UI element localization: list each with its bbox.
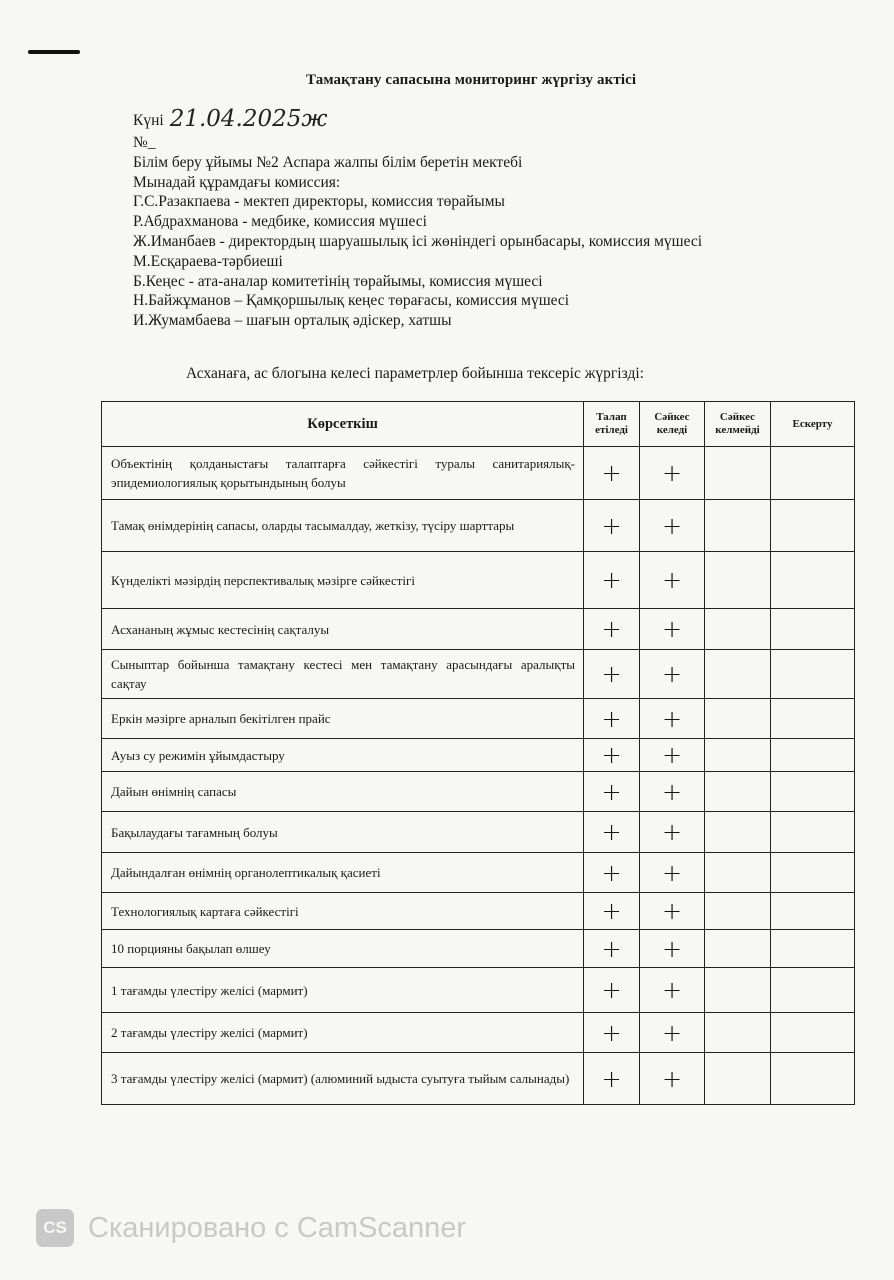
compliant-mark: + [640, 772, 705, 812]
commission-info [133, 133, 702, 331]
noncompliant-cell [705, 1013, 771, 1053]
required-mark: + [584, 893, 640, 930]
info-line: Мынадай құрамдағы комиссия: [133, 173, 341, 191]
header-noncompliant: Сәйкес келмейді [705, 402, 771, 447]
compliant-mark: + [640, 739, 705, 772]
table-header-row [102, 402, 855, 447]
info-line: Р.Абдрахманова - медбике, комиссия мүшесі [133, 213, 427, 231]
indicator-cell: Сыныптар бойынша тамақтану кестесі мен тамақтану арасындағы аралықты сақтау [102, 650, 584, 699]
required-mark: + [584, 1013, 640, 1053]
table-row [102, 500, 855, 552]
header-compliant: Сәйкес келеді [640, 402, 705, 447]
compliant-mark: + [640, 447, 705, 500]
indicator-cell: Дайындалған өнімнің органолептикалық қасиеті [102, 853, 584, 893]
required-mark: + [584, 552, 640, 609]
note-cell [771, 500, 855, 552]
required-mark: + [584, 812, 640, 853]
required-mark: + [584, 699, 640, 739]
compliant-mark: + [640, 893, 705, 930]
required-mark: + [584, 650, 640, 699]
noncompliant-cell [705, 650, 771, 699]
indicator-cell: Күнделікті мәзірдің перспективалық мәзірге сәйкестігі [102, 552, 584, 609]
table-row [102, 609, 855, 650]
indicator-cell: Ауыз су режимін ұйымдастыру [102, 739, 584, 772]
noncompliant-cell [705, 893, 771, 930]
note-cell [771, 699, 855, 739]
table-row [102, 699, 855, 739]
indicator-cell: Технологиялық картаға сәйкестігі [102, 893, 584, 930]
indicator-cell: 1 тағамды үлестіру желісі (мармит) [102, 968, 584, 1013]
required-mark: + [584, 739, 640, 772]
note-cell [771, 968, 855, 1013]
noncompliant-cell [705, 739, 771, 772]
table-row [102, 1053, 855, 1105]
required-mark: + [584, 609, 640, 650]
indicator-cell: Дайын өнімнің сапасы [102, 772, 584, 812]
table-row [102, 853, 855, 893]
table-row [102, 812, 855, 853]
required-mark: + [584, 447, 640, 500]
corner-pen-mark [28, 50, 80, 54]
table-row [102, 447, 855, 500]
camscanner-logo: CS [36, 1209, 74, 1247]
inspection-table [101, 401, 855, 1105]
compliant-mark: + [640, 609, 705, 650]
compliant-mark: + [640, 1013, 705, 1053]
table-row [102, 968, 855, 1013]
date-label: Күні [133, 112, 164, 129]
note-cell [771, 1013, 855, 1053]
table-row [102, 930, 855, 968]
noncompliant-cell [705, 930, 771, 968]
compliant-mark: + [640, 930, 705, 968]
required-mark: + [584, 772, 640, 812]
compliant-mark: + [640, 650, 705, 699]
table-row [102, 650, 855, 699]
number-label: №_ [133, 134, 156, 151]
compliant-mark: + [640, 812, 705, 853]
info-line: Б.Кеңес - ата-аналар комитетінің төрайымы, комиссия мүшесі [133, 272, 543, 290]
table-row [102, 772, 855, 812]
info-line: Г.С.Разакпаева - мектеп директоры, комиссия төрайымы [133, 193, 505, 211]
camscanner-watermark [36, 1209, 466, 1247]
noncompliant-cell [705, 968, 771, 1013]
noncompliant-cell [705, 699, 771, 739]
indicator-cell: 3 тағамды үлестіру желісі (мармит) (алюминий ыдыста суытуға тыйым салынады) [102, 1053, 584, 1105]
required-mark: + [584, 1053, 640, 1105]
required-mark: + [584, 500, 640, 552]
info-line: М.Есқараева-тәрбиеші [133, 252, 283, 270]
noncompliant-cell [705, 1053, 771, 1105]
document-title: Тамақтану сапасына мониторинг жүргізу актісі [306, 72, 637, 88]
note-cell [771, 893, 855, 930]
noncompliant-cell [705, 552, 771, 609]
noncompliant-cell [705, 772, 771, 812]
indicator-cell: Еркін мәзірге арналып бекітілген прайс [102, 699, 584, 739]
inspection-subtitle: Асханаға, ас блогына келесі параметрлер бойынша тексеріс жүргізді: [186, 365, 644, 382]
header-indicator: Көрсеткіш [102, 402, 584, 447]
note-cell [771, 447, 855, 500]
note-cell [771, 930, 855, 968]
note-cell [771, 739, 855, 772]
header-required: Талап етіледі [584, 402, 640, 447]
compliant-mark: + [640, 699, 705, 739]
indicator-cell: Объектінің қолданыстағы талаптарға сәйкестігі туралы санитариялық-эпидемиологиялық қорытындының болуы [102, 447, 584, 500]
note-cell [771, 853, 855, 893]
noncompliant-cell [705, 812, 771, 853]
noncompliant-cell [705, 853, 771, 893]
note-cell [771, 812, 855, 853]
compliant-mark: + [640, 552, 705, 609]
note-cell [771, 772, 855, 812]
indicator-cell: Асхананың жұмыс кестесінің сақталуы [102, 609, 584, 650]
indicator-cell: Тамақ өнімдерінің сапасы, оларды тасымалдау, жеткізу, түсіру шарттары [102, 500, 584, 552]
noncompliant-cell [705, 609, 771, 650]
table-row [102, 739, 855, 772]
noncompliant-cell [705, 447, 771, 500]
compliant-mark: + [640, 968, 705, 1013]
date-row [133, 108, 328, 130]
required-mark: + [584, 853, 640, 893]
info-line: Білім беру ұйымы №2 Аспара жалпы білім беретін мектебі [133, 153, 523, 171]
note-cell [771, 552, 855, 609]
header-note: Ескерту [771, 402, 855, 447]
compliant-mark: + [640, 500, 705, 552]
compliant-mark: + [640, 1053, 705, 1105]
table-row [102, 552, 855, 609]
note-cell [771, 650, 855, 699]
indicator-cell: 10 порцияны бақылап өлшеу [102, 930, 584, 968]
required-mark: + [584, 968, 640, 1013]
note-cell [771, 1053, 855, 1105]
note-cell [771, 609, 855, 650]
date-value-handwritten: 21.04.2025ж [169, 106, 328, 132]
noncompliant-cell [705, 500, 771, 552]
table-row [102, 893, 855, 930]
info-line: Н.Байжұманов – Қамқоршылық кеңес төрағасы, комиссия мүшесі [133, 292, 570, 310]
watermark-text: Сканировано с CamScanner [88, 1211, 467, 1244]
indicator-cell: 2 тағамды үлестіру желісі (мармит) [102, 1013, 584, 1053]
required-mark: + [584, 930, 640, 968]
indicator-cell: Бақылаудағы тағамның болуы [102, 812, 584, 853]
table-row [102, 1013, 855, 1053]
info-line: Ж.Иманбаев - директордың шаруашылық ісі жөніндегі орынбасары, комиссия мүшесі [133, 232, 703, 250]
info-line: И.Жумамбаева – шағын орталық әдіскер, хатшы [133, 312, 452, 330]
compliant-mark: + [640, 853, 705, 893]
